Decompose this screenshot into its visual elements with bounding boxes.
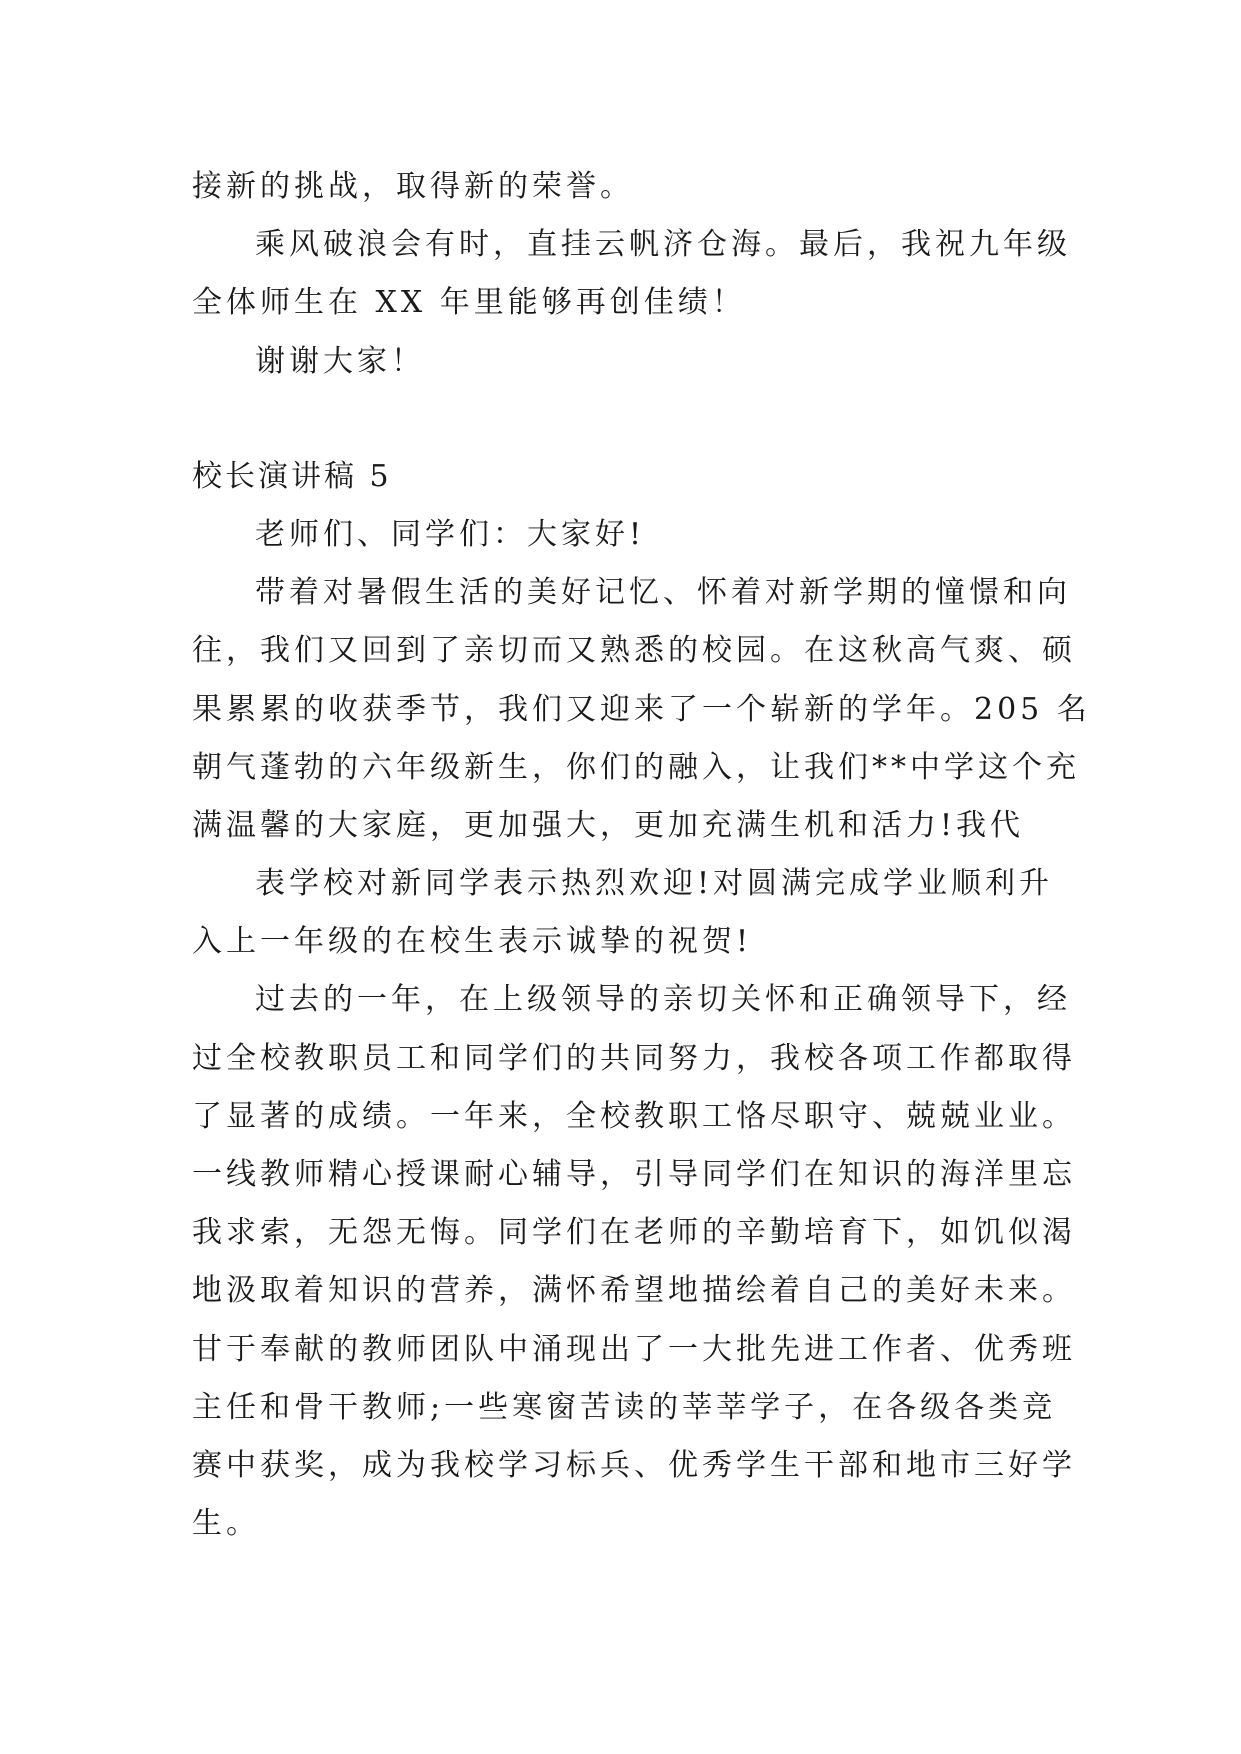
paragraph-line: 主任和骨干教师;一些寒窗苦读的莘莘学子，在各级各类竞 — [192, 1390, 1057, 1425]
paragraph-line: 我求索，无怨无悔。同学们在老师的辛勤培育下，如饥似渴 — [192, 1215, 1076, 1250]
paragraph-line: 入上一年级的在校生表示诚挚的祝贺! — [192, 924, 753, 959]
paragraph-line: 过去的一年，在上级领导的亲切关怀和正确领导下，经 — [255, 982, 1071, 1017]
paragraph-line: 往，我们又回到了亲切而又熟悉的校园。在这秋高气爽、硕 — [192, 633, 1076, 668]
paragraph-line: 全体师生在 XX 年里能够再创佳绩！ — [192, 285, 746, 320]
paragraph-line: 生。 — [192, 1506, 260, 1541]
paragraph-line: 过全校教职员工和同学们的共同努力，我校各项工作都取得 — [192, 1041, 1076, 1076]
paragraph-line: 谢谢大家！ — [255, 344, 425, 379]
paragraph-line: 了显著的成绩。一年来，全校教职工恪尽职守、兢兢业业。 — [192, 1099, 1076, 1134]
paragraph-line: 满温馨的大家庭，更加强大，更加充满生机和活力!我代 — [192, 808, 1025, 843]
paragraph-line: 地汲取着知识的营养，满怀希望地描绘着自己的美好未来。 — [192, 1273, 1076, 1308]
paragraph-line: 表学校对新同学表示热烈欢迎!对圆满完成学业顺利升 — [255, 866, 1054, 901]
paragraph-line: 赛中获奖，成为我校学习标兵、优秀学生干部和地市三好学 — [192, 1448, 1076, 1483]
paragraph-line: 乘风破浪会有时，直挂云帆济仓海。最后，我祝九年级 — [255, 227, 1071, 262]
paragraph-line: 甘于奉献的教师团队中涌现出了一大批先进工作者、优秀班 — [192, 1332, 1076, 1367]
paragraph-line: 带着对暑假生活的美好记忆、怀着对新学期的憧憬和向 — [255, 575, 1071, 610]
paragraph-line: 朝气蓬勃的六年级新生，你们的融入，让我们**中学这个充 — [192, 750, 1080, 785]
paragraph-line: 果累累的收获季节，我们又迎来了一个崭新的学年。205 名 — [192, 692, 1091, 727]
section-heading: 校长演讲稿 5 — [192, 459, 392, 494]
greeting-line: 老师们、同学们：大家好! — [255, 517, 646, 552]
paragraph-line: 一线教师精心授课耐心辅导，引导同学们在知识的海洋里忘 — [192, 1157, 1076, 1192]
paragraph-line: 接新的挑战，取得新的荣誉。 — [192, 169, 634, 204]
